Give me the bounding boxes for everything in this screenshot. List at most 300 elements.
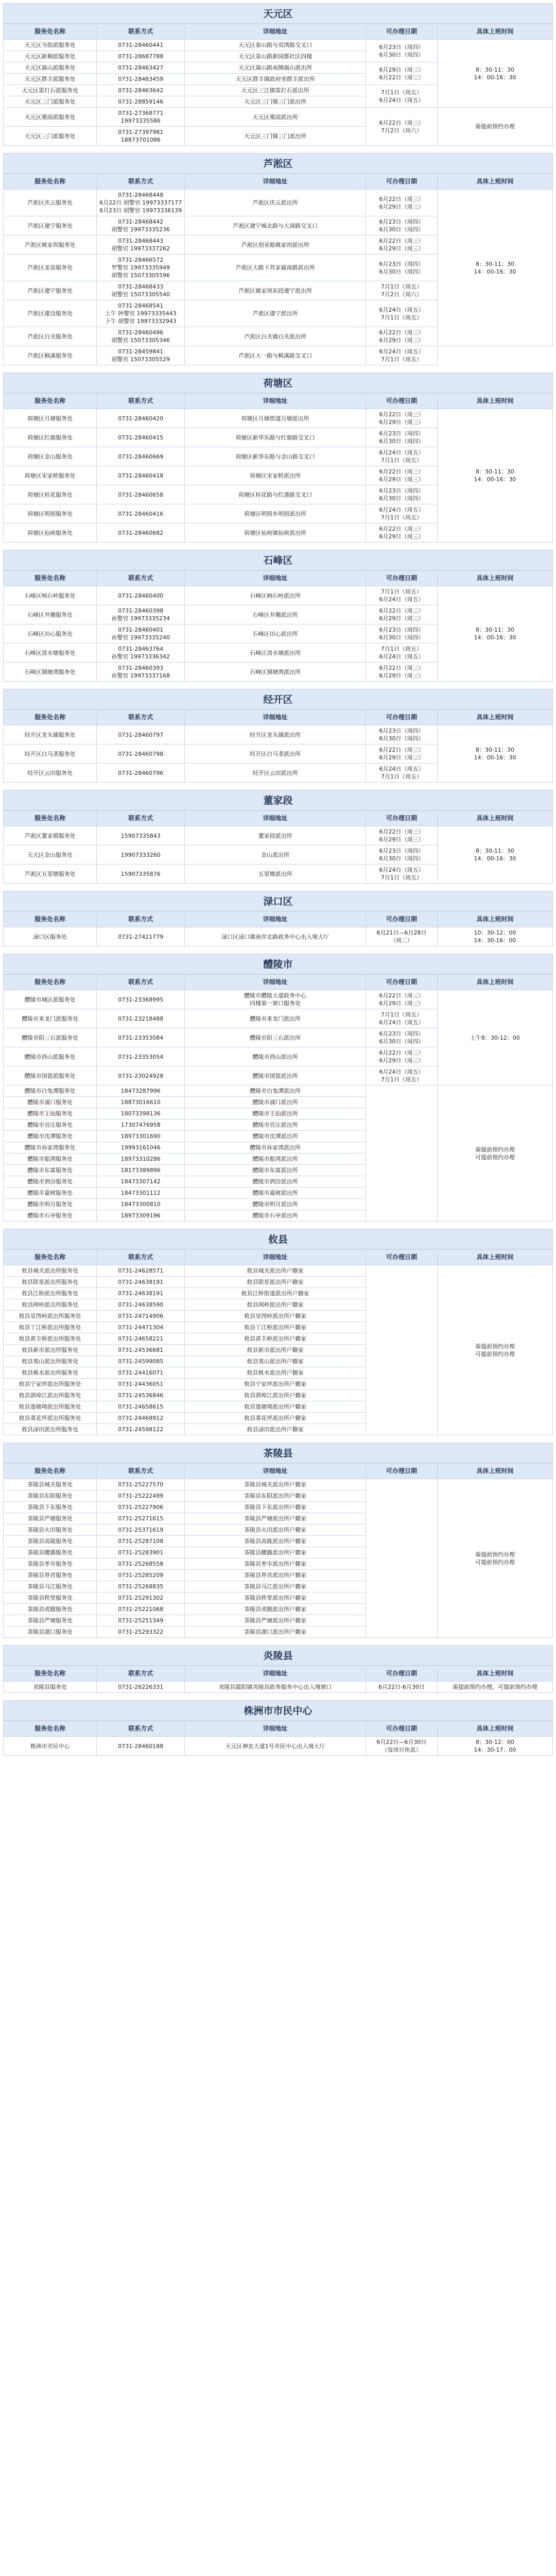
office-address: 天元区栗雨派出所 <box>185 108 366 127</box>
office-name: 芦淞区枫溪服务处 <box>4 346 97 365</box>
office-name: 天元区金山服务处 <box>4 845 97 865</box>
available-date <box>366 1086 438 1222</box>
office-address: 攸县莲塘坳派出所户籍室 <box>185 1401 366 1413</box>
column-header: 联系方式 <box>97 1721 185 1737</box>
office-address: 攸县宁家坪派出所户籍室 <box>185 1379 366 1390</box>
office-name: 芦淞区姚家坝服务处 <box>4 235 97 255</box>
office-phone: 0731-28859146 <box>97 96 185 108</box>
office-address: 茶陵县严塘派出所户籍室 <box>185 1615 366 1626</box>
office-address: 醴陵市阳三石派出所 <box>185 1028 366 1047</box>
office-phone: 0731-23353084 <box>97 1028 185 1047</box>
office-name: 芦淞区建设服务处 <box>4 300 97 327</box>
available-date: 6月23日（周四） 6月30日（周四） <box>366 624 438 643</box>
table-row <box>4 1479 553 1490</box>
office-phone: 0731-28468433 胡警官 15073305540 <box>97 281 185 300</box>
office-address: 茶陵县界首派出所户籍室 <box>185 1570 366 1581</box>
office-phone: 18473301112 <box>97 1188 185 1199</box>
office-name: 醴陵市石亭服务处 <box>4 1210 97 1222</box>
column-header: 联系方式 <box>97 975 185 990</box>
column-header: 可办理日期 <box>366 1666 438 1682</box>
office-name: 醴陵市来龙门派服务处 <box>4 1009 97 1028</box>
office-address: 攸县黄丰桥派出所户籍室 <box>185 1333 366 1345</box>
column-header: 详细地址 <box>185 394 366 409</box>
office-phone: 0731-25221068 <box>97 1604 185 1615</box>
office-address: 醴陵市王仙派出所 <box>185 1108 366 1120</box>
district-title: 渌口区 <box>3 891 553 911</box>
office-name: 攸县鸾山派出所服务处 <box>4 1356 97 1367</box>
available-date: 6月23日（周四） 6月30日（周四） <box>366 255 438 281</box>
column-header: 具体上班时间 <box>437 394 552 409</box>
work-hours: 8：30-11：30 14：00-16：30 <box>437 190 552 346</box>
office-address: 天元区群丰镇政府旁群丰派出所 <box>185 74 366 85</box>
office-phone: 0731-28468442 胡警官 19973335236 <box>97 216 185 235</box>
office-address: 醴陵市西山派出所 <box>185 1047 366 1066</box>
office-name: 芦淞区龙泉服务处 <box>4 255 97 281</box>
office-name: 荷塘区宋家桥服务处 <box>4 466 97 485</box>
office-phone: 0731-28460797 <box>97 725 185 744</box>
office-phone: 0731-23353054 <box>97 1047 185 1066</box>
column-header: 详细地址 <box>185 912 366 927</box>
column-header: 详细地址 <box>185 571 366 586</box>
office-address: 经开区龙头铺派出所 <box>185 725 366 744</box>
office-address: 天元区嵩山路南侧嵩山派出所 <box>185 62 366 74</box>
available-date: 6月22日（周三） 6月29日（周三） <box>366 409 438 428</box>
office-name: 醴陵市明月服务处 <box>4 1199 97 1210</box>
office-phone: 0731-28460416 <box>97 504 185 523</box>
office-address: 攸县渌田派出所户籍室 <box>185 1424 366 1435</box>
office-name: 醴陵市浦口服务处 <box>4 1097 97 1108</box>
office-address: 金山派出所 <box>185 845 366 865</box>
office-name: 茶陵县马江服务处 <box>4 1581 97 1592</box>
office-address: 天元区三门镇三门派出所 <box>185 127 366 146</box>
office-name: 茶陵县秩堂服务处 <box>4 1592 97 1604</box>
office-phone: 0731-25287108 <box>97 1536 185 1547</box>
office-name: 茶陵县严塘服务处 <box>4 1615 97 1626</box>
column-header: 服务处名称 <box>4 975 97 990</box>
office-phone: 0731-24658221 <box>97 1333 185 1345</box>
office-name: 炎陵县服务处 <box>4 1682 97 1693</box>
office-name: 荷塘区月塘服务处 <box>4 409 97 428</box>
office-name: 株洲市市民中心 <box>4 1737 97 1756</box>
column-header: 具体上班时间 <box>437 174 552 190</box>
column-header: 联系方式 <box>97 1666 185 1682</box>
office-phone: 0731-26226331 <box>97 1682 185 1693</box>
office-phone: 0731-24598122 <box>97 1424 185 1435</box>
office-name: 茶陵县火田服务处 <box>4 1524 97 1536</box>
office-address: 攸县联星派出所户籍室 <box>185 1277 366 1288</box>
office-name: 攸县联星派出所服务处 <box>4 1277 97 1288</box>
office-name: 攸县桃水派出所服务处 <box>4 1367 97 1379</box>
available-date: 6月23日（周四） 6月30日（周四） <box>366 1028 438 1047</box>
office-address: 茶陵县秩堂派出所户籍室 <box>185 1592 366 1604</box>
office-name: 芦淞区建宁服务处 <box>4 281 97 300</box>
available-date: 6月29日（周三） 6月22日（周三） <box>366 62 438 85</box>
table-row <box>4 826 553 845</box>
office-address: 醴陵市东富派出所 <box>185 1165 366 1176</box>
office-name: 醴陵市阳三石派服务处 <box>4 1028 97 1047</box>
office-name: 攸县宁家坪派出所服务处 <box>4 1379 97 1390</box>
table-row <box>4 586 553 605</box>
column-header: 服务处名称 <box>4 174 97 190</box>
work-hours: 8：30-11：30 14：00-16：30 <box>437 409 552 543</box>
office-address: 经开区云田派出所 <box>185 764 366 783</box>
office-name: 天元区嵩山派服务处 <box>4 62 97 74</box>
office-address: 醴陵市嘉树派出所 <box>185 1188 366 1199</box>
table-row <box>4 108 553 127</box>
service-table <box>3 974 553 1222</box>
work-hours: 需提前预约办理 可提前预约办理 <box>437 1479 552 1638</box>
column-header: 详细地址 <box>185 811 366 826</box>
column-header: 可办理日期 <box>366 394 438 409</box>
available-date: 6月22日（周三） 6月29日（周三） <box>366 327 438 346</box>
office-phone: 0731-24628571 <box>97 1265 185 1277</box>
district-title: 攸县 <box>3 1229 553 1249</box>
office-name: 茶陵县界首服务处 <box>4 1570 97 1581</box>
office-address: 荷塘区月塘街道月塘派出所 <box>185 409 366 428</box>
office-phone: 0731-28460418 <box>97 466 185 485</box>
office-address: 荷塘区新华东路与红旗路交叉口 <box>185 428 366 447</box>
table-row <box>4 40 553 51</box>
service-table <box>3 709 553 783</box>
office-phone: 0731-27368771 19973335586 <box>97 108 185 127</box>
table-header-row <box>4 710 553 725</box>
office-phone: 0731-28460401 孙警官 19973335240 <box>97 624 185 643</box>
office-address: 芦淞区建宁派出所 <box>185 300 366 327</box>
office-name: 醴陵市白兔潭服务处 <box>4 1086 97 1097</box>
office-name: 荷塘区红旗服务处 <box>4 428 97 447</box>
office-phone: 18473307142 <box>97 1176 185 1188</box>
office-address: 天元区神农大道1号市民中心出入境大厅 <box>185 1737 366 1756</box>
column-header: 服务处名称 <box>4 24 97 40</box>
column-header: 联系方式 <box>97 1464 185 1479</box>
available-date: 7月1日（周五） 6月24日（周五） <box>366 85 438 108</box>
district-title: 天元区 <box>3 3 553 24</box>
office-phone: 0731-24599085 <box>97 1356 185 1367</box>
column-header: 具体上班时间 <box>437 1464 552 1479</box>
office-name: 石峰区田心服务处 <box>4 624 97 643</box>
office-name: 茶陵县枣市服务处 <box>4 1558 97 1570</box>
column-header: 服务处名称 <box>4 1666 97 1682</box>
office-phone: 0731-24436051 <box>97 1379 185 1390</box>
column-header: 可办理日期 <box>366 710 438 725</box>
office-name: 天元区三门派服务处 <box>4 127 97 146</box>
table-header-row <box>4 394 553 409</box>
table-row <box>4 990 553 1009</box>
office-phone: 0731-28460398 孙警官 19973335234 <box>97 605 185 624</box>
office-address: 攸县丫江桥派出所户籍室 <box>185 1322 366 1333</box>
office-name: 醴陵市东富服务处 <box>4 1165 97 1176</box>
column-header: 可办理日期 <box>366 174 438 190</box>
available-date: 6月24日（周五） 7月1日（周五） <box>366 447 438 466</box>
work-hours: 上午8：30-12：00 <box>437 990 552 1086</box>
available-date: 7月1日（周五） 6月24日（周五） <box>366 1009 438 1028</box>
office-address: 石峰区田心派出所 <box>185 624 366 643</box>
office-phone: 18073398136 <box>97 1108 185 1120</box>
available-date <box>366 1479 438 1638</box>
office-address: 芦淞区创业路姚家坝派出所 <box>185 235 366 255</box>
office-name: 茶陵县下东服务处 <box>4 1502 97 1513</box>
work-hours: 8：30-11：30 14：00-16：30 <box>437 586 552 682</box>
office-name: 攸县城关派出所服务处 <box>4 1265 97 1277</box>
office-phone: 0731-23368995 <box>97 990 185 1009</box>
office-phone: 0731-28460420 <box>97 409 185 428</box>
available-date: 7月1日（周五） 7月2日（周六） <box>366 281 438 300</box>
office-phone: 0731-24714906 <box>97 1311 185 1322</box>
office-address: 茶陵县枣市派出所户籍室 <box>185 1558 366 1570</box>
district-title: 石峰区 <box>3 550 553 570</box>
office-address: 攸县皇图岭派出所户籍室 <box>185 1311 366 1322</box>
office-name: 攸县莲塘坳派出所服务处 <box>4 1401 97 1413</box>
office-phone: 0731-27421779 <box>97 927 185 946</box>
column-header: 服务处名称 <box>4 1464 97 1479</box>
office-address: 茶陵县湖口派出所户籍室 <box>185 1626 366 1638</box>
office-phone: 0731-28459841 胡警官 15073305529 <box>97 346 185 365</box>
column-header: 详细地址 <box>185 1250 366 1265</box>
available-date: 6月24日（周五） 7月1日（周五） <box>366 346 438 365</box>
column-header: 联系方式 <box>97 571 185 586</box>
office-address: 天元区三门镇三门派出所 <box>185 96 366 108</box>
office-address: 攸县城关派出所户籍室 <box>185 1265 366 1277</box>
office-name: 石峰区清水塘服务处 <box>4 643 97 663</box>
work-hours: 需提前预约办理，可提前预约办理 <box>437 1682 552 1693</box>
service-table <box>3 1249 553 1435</box>
column-header: 具体上班时间 <box>437 1250 552 1265</box>
district-title: 荷塘区 <box>3 372 553 393</box>
office-name: 攸县菜花坪派出所服务处 <box>4 1413 97 1424</box>
service-table <box>3 1666 553 1693</box>
table-header-row <box>4 975 553 990</box>
service-table <box>3 393 553 543</box>
office-address: 天元区三江镇雷打石派出所 <box>185 85 366 96</box>
column-header: 具体上班时间 <box>437 710 552 725</box>
column-header: 具体上班时间 <box>437 24 552 40</box>
office-phone: 0731-25268558 <box>97 1558 185 1570</box>
office-phone: 0731-24536846 <box>97 1390 185 1401</box>
table-header-row <box>4 1464 553 1479</box>
available-date: 6月23日（周四） 6月30日（周四） <box>366 40 438 62</box>
column-header: 联系方式 <box>97 811 185 826</box>
available-date: 6月24日（周五） 7月1日（周五） <box>366 300 438 327</box>
district-title: 株洲市市民中心 <box>3 1700 553 1721</box>
office-address: 醴陵市泗汾派出所 <box>185 1176 366 1188</box>
available-date: 6月22日（周三） 6月29日（周三） <box>366 605 438 624</box>
office-name: 经开区云田服务处 <box>4 764 97 783</box>
column-header: 详细地址 <box>185 174 366 190</box>
office-phone: 19993161046 <box>97 1142 185 1154</box>
table-row <box>4 1265 553 1277</box>
column-header: 服务处名称 <box>4 1721 97 1737</box>
office-address: 石峰区铜塘湾派出所 <box>185 663 366 682</box>
column-header: 可办理日期 <box>366 24 438 40</box>
office-address: 天元区泰山路新园都社区四楼 <box>185 51 366 62</box>
available-date: 6月22日—6月30日 （每周日休息） <box>366 1737 438 1756</box>
office-phone: 0731-25271615 <box>97 1513 185 1524</box>
office-address: 攸县网岭派出所户籍室 <box>185 1299 366 1311</box>
office-phone: 18873016610 <box>97 1097 185 1108</box>
available-date: 6月22日（周三） 6月29日（周三） <box>366 663 438 682</box>
office-name: 茶陵县严塘服务处 <box>4 1513 97 1524</box>
available-date: 6月23日（周四） 6月30日（周四） <box>366 485 438 504</box>
table-row <box>4 1086 553 1097</box>
district-title: 芦淞区 <box>3 153 553 174</box>
office-phone: 0731-28468448 6月22日 胡警官 19973337177 6月23日 胡警官 19973336139 <box>97 190 185 216</box>
available-date: 6月22日（周三） 6月29日（周三） <box>366 1047 438 1066</box>
office-name: 攸县皇图岭派出所服务处 <box>4 1311 97 1322</box>
office-address: 炎陵县霞阳镇炎陵县政务服务中心出入境窗口 <box>185 1682 366 1693</box>
office-name: 石峰区铜塘湾服务处 <box>4 663 97 682</box>
office-name: 醴陵市王仙服务处 <box>4 1108 97 1120</box>
office-address: 醴陵市孙家湾派出所 <box>185 1142 366 1154</box>
office-phone: 15907335843 <box>97 826 185 845</box>
office-phone: 0731-28460682 <box>97 523 185 543</box>
office-phone: 0731-25227906 <box>97 1502 185 1513</box>
column-header: 具体上班时间 <box>437 571 552 586</box>
table-header-row <box>4 571 553 586</box>
office-address: 醴陵市浦口派出所 <box>185 1097 366 1108</box>
work-hours: 需提前预约办理 可提前预约办理 <box>437 1086 552 1222</box>
work-hours: 8：30-11：30 14：00-16：30 <box>437 826 552 884</box>
office-phone: 0731-25371619 <box>97 1524 185 1536</box>
office-phone: 0731-25227570 <box>97 1479 185 1490</box>
office-name: 攸县网岭派出所服务处 <box>4 1299 97 1311</box>
office-address: 董家段派出所 <box>185 826 366 845</box>
district-title: 经开区 <box>3 689 553 709</box>
column-header: 详细地址 <box>185 1464 366 1479</box>
office-phone: 0731-24658615 <box>97 1401 185 1413</box>
available-date: 6月22日（周三） 6月29日（周三） <box>366 826 438 845</box>
service-table <box>3 24 553 146</box>
work-hours: 8：30-11：30 14：00-16：30 <box>437 725 552 783</box>
available-date: 6月23日（周四） 6月30日（周四） <box>366 428 438 447</box>
table-header-row <box>4 24 553 40</box>
office-address: 芦淞区白关镇白关派出所 <box>185 327 366 346</box>
available-date: 6月24日（周五） 7月1日（周五） <box>366 764 438 783</box>
office-name: 天元区雷打石派服务处 <box>4 85 97 96</box>
work-hours: 需提前预约办理 <box>437 108 552 146</box>
district-title: 茶陵县 <box>3 1443 553 1463</box>
work-hours: 10：30-12：00 14：30-16：00 <box>437 927 552 946</box>
office-phone: 19907333260 <box>97 845 185 865</box>
column-header: 联系方式 <box>97 1250 185 1265</box>
office-phone: 0731-28460796 <box>97 764 185 783</box>
office-address: 茶陵县腰潞派出所户籍室 <box>185 1547 366 1558</box>
office-address: 石峰区井墈派出所 <box>185 605 366 624</box>
office-phone: 0731-24638590 <box>97 1299 185 1311</box>
table-header-row <box>4 811 553 826</box>
office-name: 茶陵县湖口服务处 <box>4 1626 97 1638</box>
office-address: 石峰区清水塘派出所 <box>185 643 366 663</box>
office-name: 醴陵市城区派服务处 <box>4 990 97 1009</box>
office-name: 天元区当街派服务处 <box>4 40 97 51</box>
available-date <box>366 1265 438 1435</box>
office-phone: 0731-24638191 <box>97 1277 185 1288</box>
office-address: 荷塘区仙庾镇仙庾派出所 <box>185 523 366 543</box>
office-address: 五里墩派出所 <box>185 865 366 884</box>
office-name: 醴陵市嘉树服务处 <box>4 1188 97 1199</box>
district-title: 董家段 <box>3 790 553 810</box>
available-date: 6月22日（周三） 6月29日（周三） <box>366 190 438 216</box>
column-header: 可办理日期 <box>366 1250 438 1265</box>
office-name: 石峰区井墈服务处 <box>4 605 97 624</box>
office-phone: 18173389896 <box>97 1165 185 1176</box>
available-date: 6月24日（周五） 7月1日（周五） <box>366 865 438 884</box>
office-phone: 0731-24416071 <box>97 1367 185 1379</box>
column-header: 可办理日期 <box>366 571 438 586</box>
office-name: 芦淞区五里墩服务处 <box>4 865 97 884</box>
office-name: 茶陵县东阳服务处 <box>4 1490 97 1502</box>
office-address: 荷塘区新华东路与金山路交叉口 <box>185 447 366 466</box>
office-address: 荷塘区宋家桥派出所 <box>185 466 366 485</box>
office-phone: 0731-24638191 <box>97 1288 185 1299</box>
office-name: 石峰区响石岭服务处 <box>4 586 97 605</box>
office-phone: 0731-25293322 <box>97 1626 185 1638</box>
office-address: 荷塘区明照乡明照派出所 <box>185 504 366 523</box>
office-phone: 0731-23024928 <box>97 1066 185 1086</box>
column-header: 详细地址 <box>185 24 366 40</box>
district-title: 炎陵县 <box>3 1645 553 1666</box>
office-address: 荷塘区桂花路与红港路交叉口 <box>185 485 366 504</box>
column-header: 详细地址 <box>185 710 366 725</box>
office-name: 茶陵县高陇服务处 <box>4 1536 97 1547</box>
office-phone: 0731-25285209 <box>97 1570 185 1581</box>
office-address: 芦淞区庆云派出所 <box>185 190 366 216</box>
office-address: 经开区白马垄派出所 <box>185 744 366 764</box>
service-table <box>3 810 553 884</box>
office-name: 天元区群丰派服务处 <box>4 74 97 85</box>
office-phone: 0731-28460441 <box>97 40 185 51</box>
office-name: 攸县黄丰桥派出所服务处 <box>4 1333 97 1345</box>
column-header: 具体上班时间 <box>437 912 552 927</box>
table-row <box>4 409 553 428</box>
table-row <box>4 1682 553 1693</box>
office-phone: 0731-28460496 胡警官 15073305346 <box>97 327 185 346</box>
office-name: 茶陵县城关服务处 <box>4 1479 97 1490</box>
column-header: 服务处名称 <box>4 811 97 826</box>
column-header: 具体上班时间 <box>437 1666 552 1682</box>
available-date: 6月23日（周四） 6月30日（周四） <box>366 216 438 235</box>
office-address: 茶陵县马江派出所户籍室 <box>185 1581 366 1592</box>
office-phone: 0731-28463459 <box>97 74 185 85</box>
service-table <box>3 174 553 365</box>
table-row <box>4 725 553 744</box>
office-phone: 0731-28460798 <box>97 744 185 764</box>
office-address: 茶陵县虎踞派出所户籍室 <box>185 1604 366 1615</box>
office-address: 芦淞区建宁城北路与大漳路交叉口 <box>185 216 366 235</box>
table-header-row <box>4 1721 553 1737</box>
office-address: 攸县新市派出所户籍室 <box>185 1345 366 1356</box>
column-header: 可办理日期 <box>366 811 438 826</box>
office-name: 渌口区服务处 <box>4 927 97 946</box>
office-phone: 0731-25291302 <box>97 1592 185 1604</box>
office-address: 天元区泰山路与双湾路交叉口 <box>185 40 366 51</box>
office-phone: 18473300810 <box>97 1199 185 1210</box>
office-phone: 0731-28687788 <box>97 51 185 62</box>
table-header-row <box>4 1250 553 1265</box>
service-table <box>3 911 553 946</box>
office-address: 攸县桃水派出所户籍室 <box>185 1367 366 1379</box>
office-address: 醴陵市白兔潭派出所 <box>185 1086 366 1097</box>
office-address: 醴陵市醴陵大道政务中心 四楼第一窗口服务处 <box>185 990 366 1009</box>
available-date: 6月22日-6月30日 <box>366 1682 438 1693</box>
available-date: 6月22日（周三） 7月2日（周六） <box>366 108 438 146</box>
office-name: 经开区龙头铺服务处 <box>4 725 97 744</box>
office-address: 渌口区渌口镇南岸北路政务中心出入境大厅 <box>185 927 366 946</box>
column-header: 联系方式 <box>97 394 185 409</box>
office-name: 天元区三门派服务处 <box>4 96 97 108</box>
office-address: 攸县鸾山派出所户籍室 <box>185 1356 366 1367</box>
office-address: 芦淞区大路下苏家嶷南路派出所 <box>185 255 366 281</box>
office-phone: 0731-28460669 <box>97 447 185 466</box>
